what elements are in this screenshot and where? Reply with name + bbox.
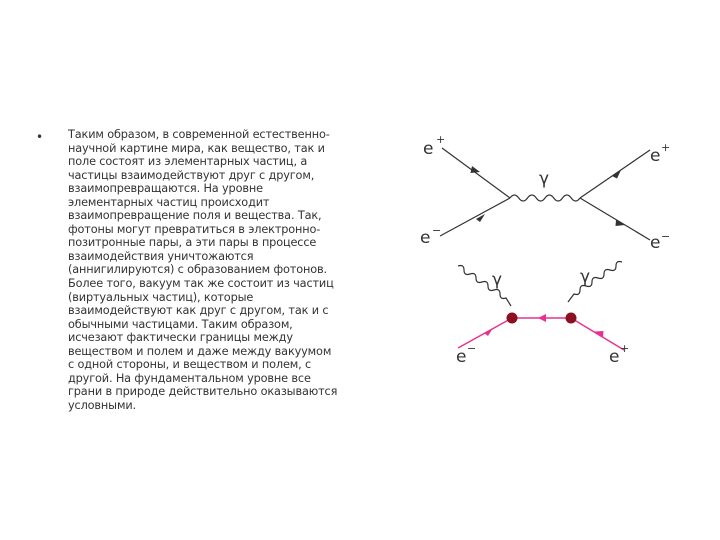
paragraph-line: взаимодействия уничтожаются	[68, 249, 254, 263]
photon-wave	[510, 195, 580, 201]
arrow-head	[538, 314, 546, 322]
positron-in-sign: +	[436, 133, 446, 146]
paragraph-line: другой. На фундаментальном уровне все	[68, 371, 311, 385]
paragraph-line: научной картине мира, как вещество, так и	[68, 141, 325, 155]
electron-in-line	[440, 198, 510, 236]
paragraph-line: взаимопревращение поля и вещества. Так,	[68, 209, 322, 223]
electron-sign: −	[467, 342, 477, 355]
positron-out-sign: +	[661, 141, 671, 154]
paragraph-line: (виртуальных частиц), которые	[68, 290, 254, 304]
positron-line	[571, 318, 624, 350]
electron-out-label: e	[650, 233, 661, 253]
photon-wave-right	[568, 262, 622, 303]
electron-in-label: e	[420, 228, 431, 248]
vertex-dot-left	[507, 313, 518, 324]
paragraph-line: исчезают фактически границы между	[68, 331, 293, 345]
paragraph-line: элементарных частиц происходит	[68, 195, 270, 209]
positron-in-line	[442, 148, 510, 198]
photon-wave-left	[458, 266, 511, 307]
paragraph-line: обычными частицами. Таким образом,	[68, 317, 293, 331]
positron-label: e	[609, 347, 620, 367]
paragraph-line: условными.	[68, 398, 136, 412]
paragraph-line: Таким образом, в современной естественно-	[68, 128, 330, 141]
paragraph-line: (аннигилируются) с образованием фотонов.	[68, 263, 327, 277]
paragraph-line: фотоны могут превратиться в электронно-	[68, 222, 321, 236]
gamma-right-label: γ	[580, 267, 591, 287]
positron-in-label: e	[423, 139, 434, 159]
arrow-head	[484, 328, 493, 336]
arrow-head	[594, 331, 604, 337]
electron-out-sign: −	[661, 230, 671, 243]
vertex-dot-right	[566, 313, 577, 324]
paragraph-line: с одной стороны, и веществом и полем, с	[68, 358, 312, 372]
arrow-head	[616, 220, 626, 226]
paragraph-line: взаимодействуют как друг с другом, так и с	[68, 304, 329, 318]
arrow-head	[612, 170, 621, 179]
bullet-marker: •	[36, 130, 44, 144]
electron-out-line	[580, 198, 650, 240]
two-photon-diagram	[456, 262, 629, 368]
electron-in-sign: −	[432, 224, 442, 237]
paragraph-line: частицы взаимодействуют друг с другом,	[68, 168, 315, 182]
gamma-label: γ	[539, 169, 550, 189]
electron-label: e	[456, 347, 467, 367]
paragraph-line: Более того, вакуум так же состоит из частиц	[68, 277, 334, 291]
arrow-head	[471, 166, 481, 173]
annihilation-diagram	[420, 133, 670, 253]
positron-sign: +	[620, 342, 630, 355]
paragraph-line: взаимопревращаются. На уровне	[68, 182, 263, 196]
paragraph-line: веществом и полем и даже между вакуумом	[68, 344, 332, 358]
paragraph-line: позитронные пары, а эти пары в процессе	[68, 236, 317, 250]
gamma-left-label: γ	[492, 270, 503, 290]
paragraph-line: поле состоят из элементарных частиц, а	[68, 155, 308, 169]
paragraph-line: грани в природе действительно оказываются	[68, 385, 338, 399]
positron-out-label: e	[650, 146, 661, 166]
